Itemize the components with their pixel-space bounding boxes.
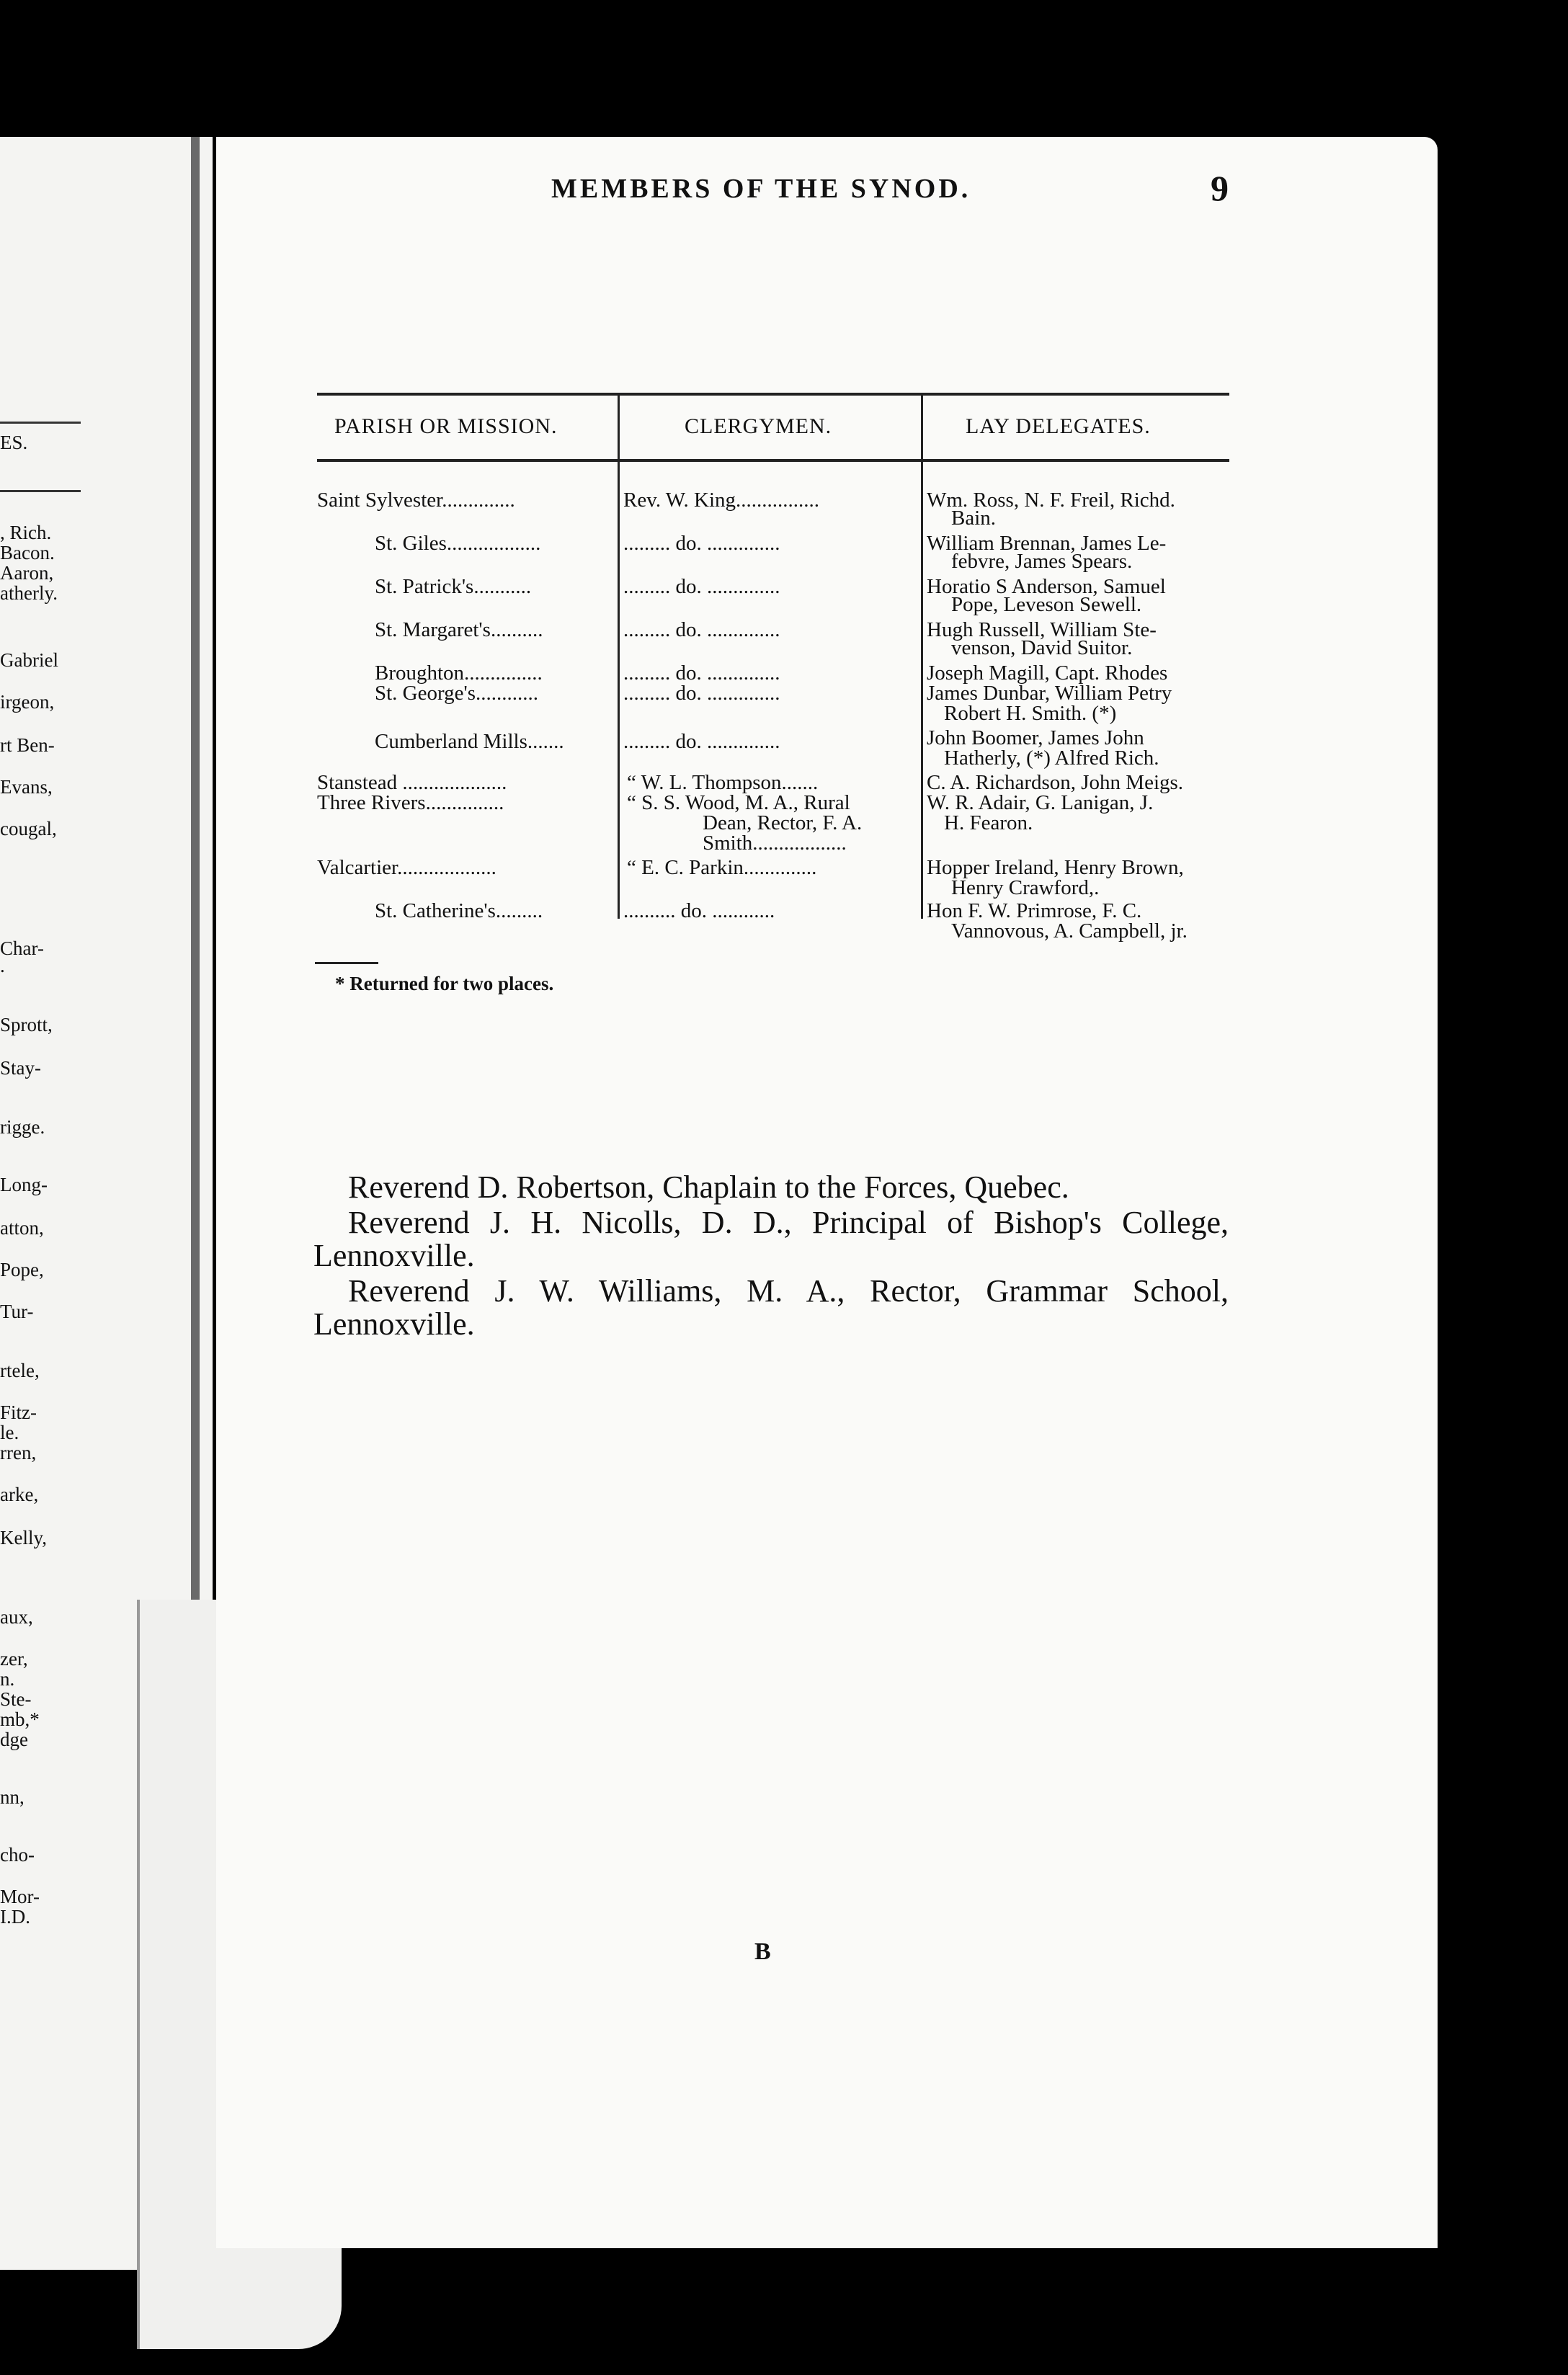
left-fragment: atton, bbox=[0, 1217, 44, 1239]
signature-mark: B bbox=[754, 1938, 771, 1965]
left-fragment: Char- bbox=[0, 937, 44, 959]
left-fragment: aux, bbox=[0, 1606, 33, 1628]
clergyman: Rev. W. King................ bbox=[623, 489, 820, 512]
left-fragment: I.D. bbox=[0, 1906, 30, 1928]
lay-delegates: Pope, Leveson Sewell. bbox=[951, 593, 1142, 616]
honorary-member-entry: Reverend J. H. Nicolls, D. D., Principal of Bishop's College, Lennoxville. bbox=[313, 1205, 1229, 1273]
left-fragment: Kelly, bbox=[0, 1527, 47, 1549]
left-fragment: n. bbox=[0, 1668, 15, 1690]
lay-delegates: febvre, James Spears. bbox=[951, 550, 1133, 573]
left-fragment: Bacon. bbox=[0, 542, 55, 563]
lay-delegates: H. Fearon. bbox=[944, 811, 1033, 834]
lay-delegates: Robert H. Smith. (*) bbox=[944, 702, 1117, 725]
lay-delegates: Wm. Ross, N. F. Freil, Richd. bbox=[927, 489, 1175, 512]
clergyman: ......... do. .............. bbox=[623, 618, 780, 641]
left-fragment: Pope, bbox=[0, 1259, 44, 1280]
parish-name: Stanstead .................... bbox=[317, 771, 507, 794]
honorary-members-list bbox=[313, 1171, 1229, 1343]
parish-name: Saint Sylvester.............. bbox=[317, 489, 515, 512]
clergyman: “ W. L. Thompson....... bbox=[627, 771, 819, 794]
left-fragment: zer, bbox=[0, 1648, 28, 1670]
left-fragment: . bbox=[0, 955, 5, 976]
lay-delegates: William Brennan, James Le- bbox=[927, 532, 1167, 555]
left-fragment: rt Ben- bbox=[0, 734, 55, 756]
left-fragment: Stay- bbox=[0, 1057, 41, 1079]
left-fragment: mb,* bbox=[0, 1708, 40, 1730]
lay-delegates: Joseph Magill, Capt. Rhodes bbox=[927, 661, 1168, 685]
lay-delegates: venson, David Suitor. bbox=[951, 636, 1133, 659]
lay-delegates: Horatio S Anderson, Samuel bbox=[927, 575, 1166, 598]
parish-name: St. George's............ bbox=[375, 682, 539, 705]
left-fragment: irgeon, bbox=[0, 691, 55, 713]
clergyman: ......... do. .............. bbox=[623, 661, 780, 685]
left-fragment: cougal, bbox=[0, 818, 57, 839]
honorary-member-entry: Reverend D. Robertson, Chaplain to the Forces, Quebec. bbox=[348, 1169, 1069, 1205]
left-fragment: Gabriel bbox=[0, 649, 58, 671]
parish-name: Broughton............... bbox=[375, 661, 543, 685]
left-fragment: rren, bbox=[0, 1442, 37, 1463]
lay-delegates: John Boomer, James John bbox=[927, 726, 1144, 749]
table-header-rule bbox=[317, 459, 1229, 462]
column-separator bbox=[618, 393, 620, 919]
parish-name: St. Margaret's.......... bbox=[375, 618, 543, 641]
footnote-rule bbox=[315, 962, 378, 964]
parish-name: Valcartier................... bbox=[317, 856, 496, 879]
lay-delegates: James Dunbar, William Petry bbox=[927, 682, 1172, 705]
column-separator bbox=[921, 393, 923, 919]
lay-delegates: Hatherly, (*) Alfred Rich. bbox=[944, 747, 1159, 770]
left-fragment: Aaron, bbox=[0, 562, 54, 584]
footnote: * Returned for two places. bbox=[335, 973, 554, 994]
left-fragment: cho- bbox=[0, 1844, 35, 1866]
left-page-rule bbox=[0, 490, 81, 492]
parish-name: Three Rivers............... bbox=[317, 791, 504, 814]
clergyman: ......... do. .............. bbox=[623, 682, 780, 705]
lay-delegates: W. R. Adair, G. Lanigan, J. bbox=[927, 791, 1154, 814]
lay-delegates: Hopper Ireland, Henry Brown, bbox=[927, 856, 1184, 879]
left-fragment: Mor- bbox=[0, 1886, 40, 1907]
left-fragment: le. bbox=[0, 1422, 19, 1443]
lay-delegates: Hugh Russell, William Ste- bbox=[927, 618, 1157, 641]
left-fragment: Tur- bbox=[0, 1301, 34, 1322]
left-fragment: rigge. bbox=[0, 1116, 45, 1138]
left-fragment: atherly. bbox=[0, 582, 58, 604]
left-fragment: ES. bbox=[0, 432, 28, 453]
previous-page-fragment bbox=[0, 137, 213, 2270]
left-fragment: Sprott, bbox=[0, 1014, 53, 1035]
header-clergymen: CLERGYMEN. bbox=[685, 414, 832, 438]
clergyman: ......... do. .............. bbox=[623, 575, 780, 598]
left-fragment: nn, bbox=[0, 1786, 24, 1808]
left-fragment: Long- bbox=[0, 1174, 48, 1195]
lay-delegates: Hon F. W. Primrose, F. C. bbox=[927, 899, 1142, 922]
clergyman: “ S. S. Wood, M. A., Rural bbox=[627, 791, 850, 814]
clergyman: ......... do. .............. bbox=[623, 730, 780, 753]
left-fragment: Evans, bbox=[0, 776, 53, 798]
parish-name: St. Giles.................. bbox=[375, 532, 541, 555]
left-page-rule bbox=[0, 422, 81, 424]
clergyman: Smith.................. bbox=[703, 832, 847, 855]
lay-delegates: Henry Crawford,. bbox=[951, 876, 1100, 899]
parish-name: St. Catherine's......... bbox=[375, 899, 543, 922]
header-parish: PARISH OR MISSION. bbox=[334, 414, 558, 438]
clergyman: ......... do. .............. bbox=[623, 532, 780, 555]
header-lay-delegates: LAY DELEGATES. bbox=[966, 414, 1151, 438]
lay-delegates: C. A. Richardson, John Meigs. bbox=[927, 771, 1184, 794]
clergyman: .......... do. ............ bbox=[623, 899, 775, 922]
lay-delegates: Bain. bbox=[951, 507, 997, 530]
lay-delegates: Vannovous, A. Campbell, jr. bbox=[951, 919, 1188, 943]
page-number: 9 bbox=[1211, 168, 1229, 208]
left-fragment: , Rich. bbox=[0, 522, 52, 543]
left-fragment: Ste- bbox=[0, 1688, 32, 1710]
parish-name: Cumberland Mills....... bbox=[375, 730, 564, 753]
left-fragment: rtele, bbox=[0, 1360, 40, 1381]
parish-name: St. Patrick's........... bbox=[375, 575, 532, 598]
honorary-member-entry: Reverend J. W. Williams, M. A., Rector, Grammar School, Lennoxville. bbox=[313, 1273, 1229, 1342]
clergyman: “ E. C. Parkin.............. bbox=[627, 856, 817, 879]
left-fragment: dge bbox=[0, 1729, 28, 1750]
left-fragment: Fitz- bbox=[0, 1402, 37, 1423]
clergyman: Dean, Rector, F. A. bbox=[703, 811, 863, 834]
page-title: MEMBERS OF THE SYNOD. bbox=[551, 174, 971, 204]
table-top-rule bbox=[317, 393, 1229, 396]
left-fragment: arke, bbox=[0, 1484, 39, 1505]
